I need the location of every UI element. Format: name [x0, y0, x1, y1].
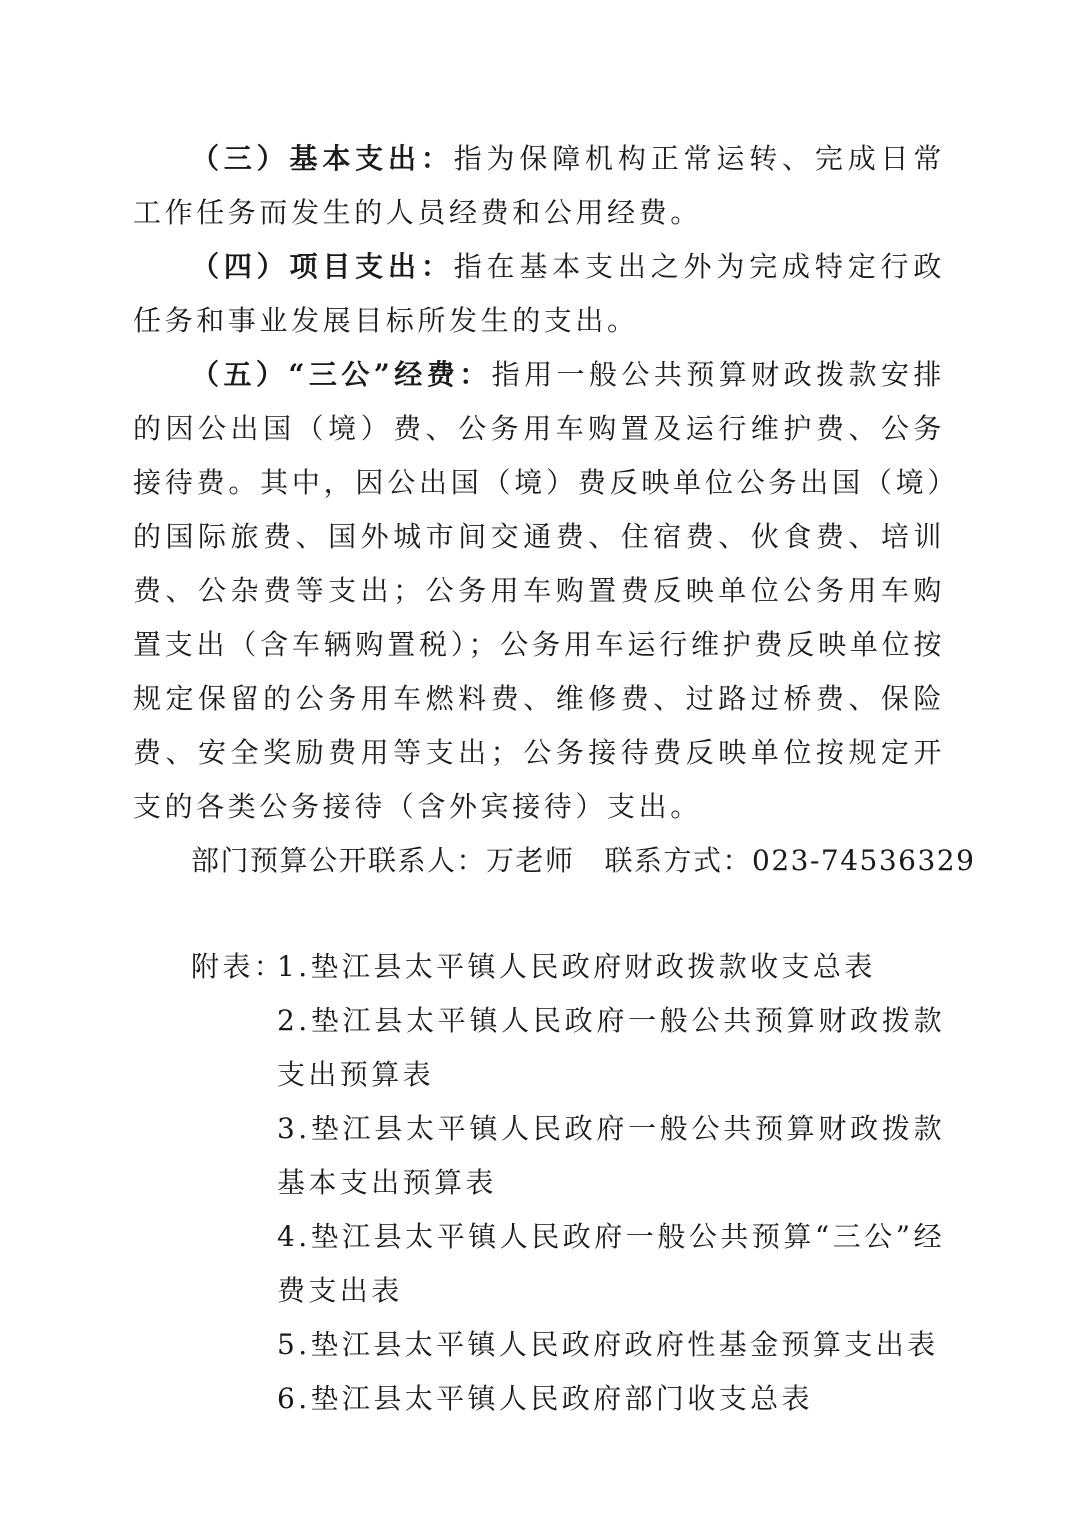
attachment-item: 1.垫江县太平镇人民政府财政拨款收支总表 — [277, 950, 876, 983]
attachments-section — [133, 940, 945, 1426]
definition-project-expenditure: 指在基本支出之外为完成特定行政任务和事业发展目标所发生的支出。 — [133, 250, 945, 337]
contact-line — [133, 834, 976, 888]
term-basic-expenditure: （三）基本支出： — [191, 142, 454, 175]
term-project-expenditure: （四）项目支出： — [191, 250, 454, 283]
document-page — [133, 132, 976, 1426]
contact-person: 部门预算公开联系人：万老师 — [191, 844, 575, 877]
attachment-item: 6.垫江县太平镇人民政府部门收支总表 — [277, 1382, 813, 1415]
paragraph-basic-expenditure — [133, 132, 945, 240]
definition-basic-expenditure: 指为保障机构正常运转、完成日常工作任务而发生的人员经费和公用经费。 — [133, 142, 945, 229]
paragraph-three-public-expenses — [133, 348, 945, 834]
attachment-item: 3.垫江县太平镇人民政府一般公共预算财政拨款基本支出预算表 — [277, 1112, 945, 1199]
attachments-list — [133, 940, 945, 1426]
definition-three-public-expenses: 指用一般公共预算财政拨款安排的因公出国（境）费、公务用车购置及运行维护费、公务接待费。其中，因公出国（境）费反映单位公务出国（境）的国际旅费、国外城市间交通费、住宿费、伙食费、培训费、公杂费等支出；公务用车购置费反映单位公务用车购置支出（含车辆购置税）；公务用车运行维护费反映单位按规定保留的公务用车燃料费、维修费、过路过桥费、保险费、安全奖励费用等支出；公务接待费反映单位按规定开支的各类公务接待（含外宾接待）支出。 — [133, 358, 945, 823]
attachment-item: 4.垫江县太平镇人民政府一般公共预算“三公”经费支出表 — [277, 1220, 945, 1307]
attachment-item: 5.垫江县太平镇人民政府政府性基金预算支出表 — [277, 1328, 939, 1361]
attachments-label: 附表： — [191, 950, 286, 983]
contact-method: 联系方式：023-74536329 — [604, 844, 976, 877]
paragraph-project-expenditure — [133, 240, 945, 348]
term-three-public-expenses: （五）“三公”经费： — [191, 358, 492, 391]
attachment-item: 2.垫江县太平镇人民政府一般公共预算财政拨款支出预算表 — [277, 1004, 945, 1091]
